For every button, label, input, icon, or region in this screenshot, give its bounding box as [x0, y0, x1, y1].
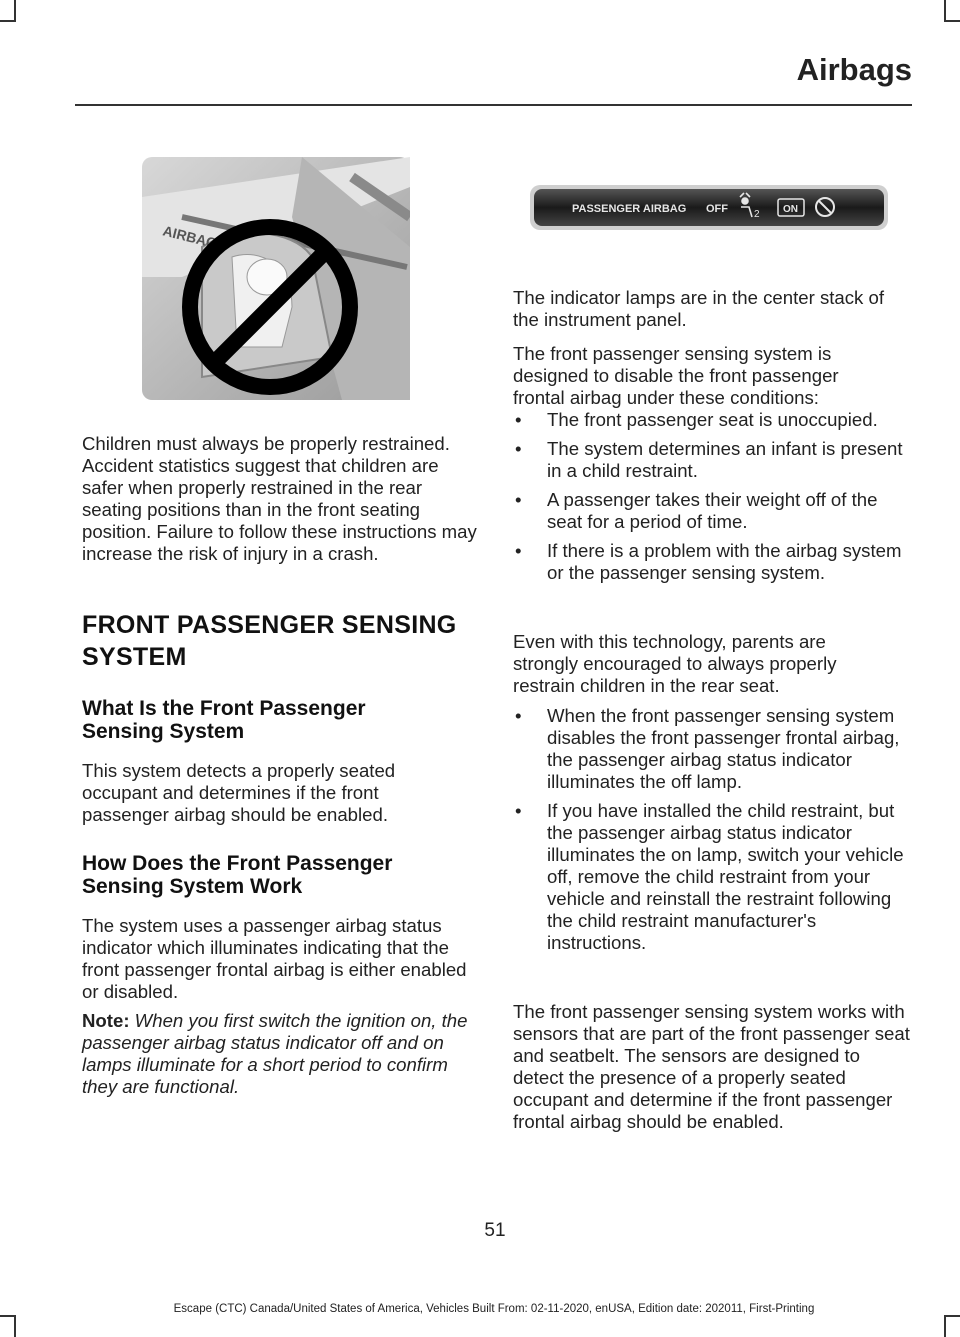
list-item-text: The system determines an infant is present in a child restraint. — [547, 438, 903, 481]
bullet-icon: • — [515, 409, 522, 430]
bullet-icon: • — [515, 489, 522, 510]
list-item-text: A passenger takes their weight off of the seat for a period of time. — [547, 489, 878, 532]
indicator-label-on: ON — [783, 204, 798, 215]
bullet-icon: • — [515, 705, 522, 726]
crop-mark — [944, 0, 946, 22]
crop-mark — [944, 20, 960, 22]
indicator-label-off: OFF — [706, 203, 728, 215]
bullet-icon: • — [515, 438, 522, 459]
conditions-intro-paragraph: The front passenger sensing system is designed to disable the front passenger frontal airbag under these conditions: — [513, 343, 839, 408]
parents-encouraged-paragraph: Even with this technology, parents are strongly encouraged to always properly restrain children in the rear seat. — [513, 631, 837, 696]
section-title — [82, 610, 482, 672]
indicator-behaviour-list — [513, 705, 910, 954]
svg-text:2: 2 — [754, 209, 760, 220]
sensors-paragraph: The front passenger sensing system works with sensors that are part of the front passenger seat and seatbelt. The sensors are designed to detect the presence of a properly seated occupant and determine if the front passenger frontal airbag should be enabled. — [513, 1001, 910, 1132]
crop-mark — [944, 1315, 946, 1337]
section-title-line1: FRONT PASSENGER SENSING — [82, 611, 457, 639]
section-title-line2: SYSTEM — [82, 643, 187, 671]
what-is-paragraph: This system detects a properly seated occupant and determines if the front passenger airbag should be enabled. — [82, 760, 396, 825]
how-works-paragraph: The system uses a passenger airbag status indicator which illuminates indicating that the front passenger frontal airbag is either enabled or disabled. — [82, 915, 467, 1002]
passenger-airbag-indicator-illustration — [530, 185, 888, 230]
list-item-text: If you have installed the child restraint, but the passenger airbag status indicator illuminates the on lamp, switch your vehicle off, remove the child restraint from your vehicle and reinstall the restraint following the child restraint manufacturer's instructions. — [547, 800, 904, 953]
subsection-title-how-works-line2: Sensing System Work — [82, 875, 303, 898]
list-item-text: The front passenger seat is unoccupied. — [547, 409, 878, 430]
subsection-title-how-works-line1: How Does the Front Passenger — [82, 852, 393, 875]
list-item — [513, 540, 903, 584]
subsection-title-what-is — [82, 697, 482, 743]
subsection-title-how-works — [82, 852, 482, 898]
note-paragraph — [82, 1010, 478, 1098]
bullet-icon: • — [515, 800, 522, 821]
list-item — [513, 438, 903, 482]
page-number: 51 — [484, 1220, 506, 1241]
header-divider — [75, 104, 912, 106]
page-title: Airbags — [796, 52, 912, 87]
crop-mark — [14, 0, 16, 22]
footer-text: Escape (CTC) Canada/United States of America, Vehicles Built From: 02-11-2020, enUSA, Edition date: 202011, First-Printing — [173, 1303, 815, 1315]
intro-paragraph: Children must always be properly restrained. Accident statistics suggest that children are safer when properly restrained in the rear seating positions than in the front seating position. Failure to follow these instructions may increase the risk of injury in a crash. — [82, 433, 477, 564]
list-item — [513, 489, 903, 533]
crop-mark — [0, 1315, 16, 1317]
airbag-label: AIRBAG — [161, 222, 219, 252]
subsection-title-what-is-line2: Sensing System — [82, 720, 245, 743]
list-item-text: If there is a problem with the airbag system or the passenger sensing system. — [547, 540, 902, 583]
indicator-location-paragraph: The indicator lamps are in the center stack of the instrument panel. — [513, 287, 885, 330]
disable-conditions-list — [513, 409, 903, 584]
crop-mark — [944, 1315, 960, 1317]
list-item-text: When the front passenger sensing system disables the front passenger frontal airbag, the passenger airbag status indicator illuminates the off lamp. — [547, 705, 900, 792]
subsection-title-what-is-line1: What Is the Front Passenger — [82, 697, 366, 720]
child-seat-illustration — [142, 157, 410, 400]
note-label: Note: — [82, 1010, 130, 1031]
list-item — [513, 705, 910, 793]
crop-mark — [0, 20, 16, 22]
list-item — [513, 800, 910, 954]
crop-mark — [14, 1315, 16, 1337]
indicator-label-passenger-airbag: PASSENGER AIRBAG — [572, 203, 687, 215]
list-item — [513, 409, 903, 431]
note-text: When you first switch the ignition on, the passenger airbag status indicator off and on lamps illuminate for a short period to confirm they are functional. — [82, 1010, 468, 1097]
bullet-icon: • — [515, 540, 522, 561]
